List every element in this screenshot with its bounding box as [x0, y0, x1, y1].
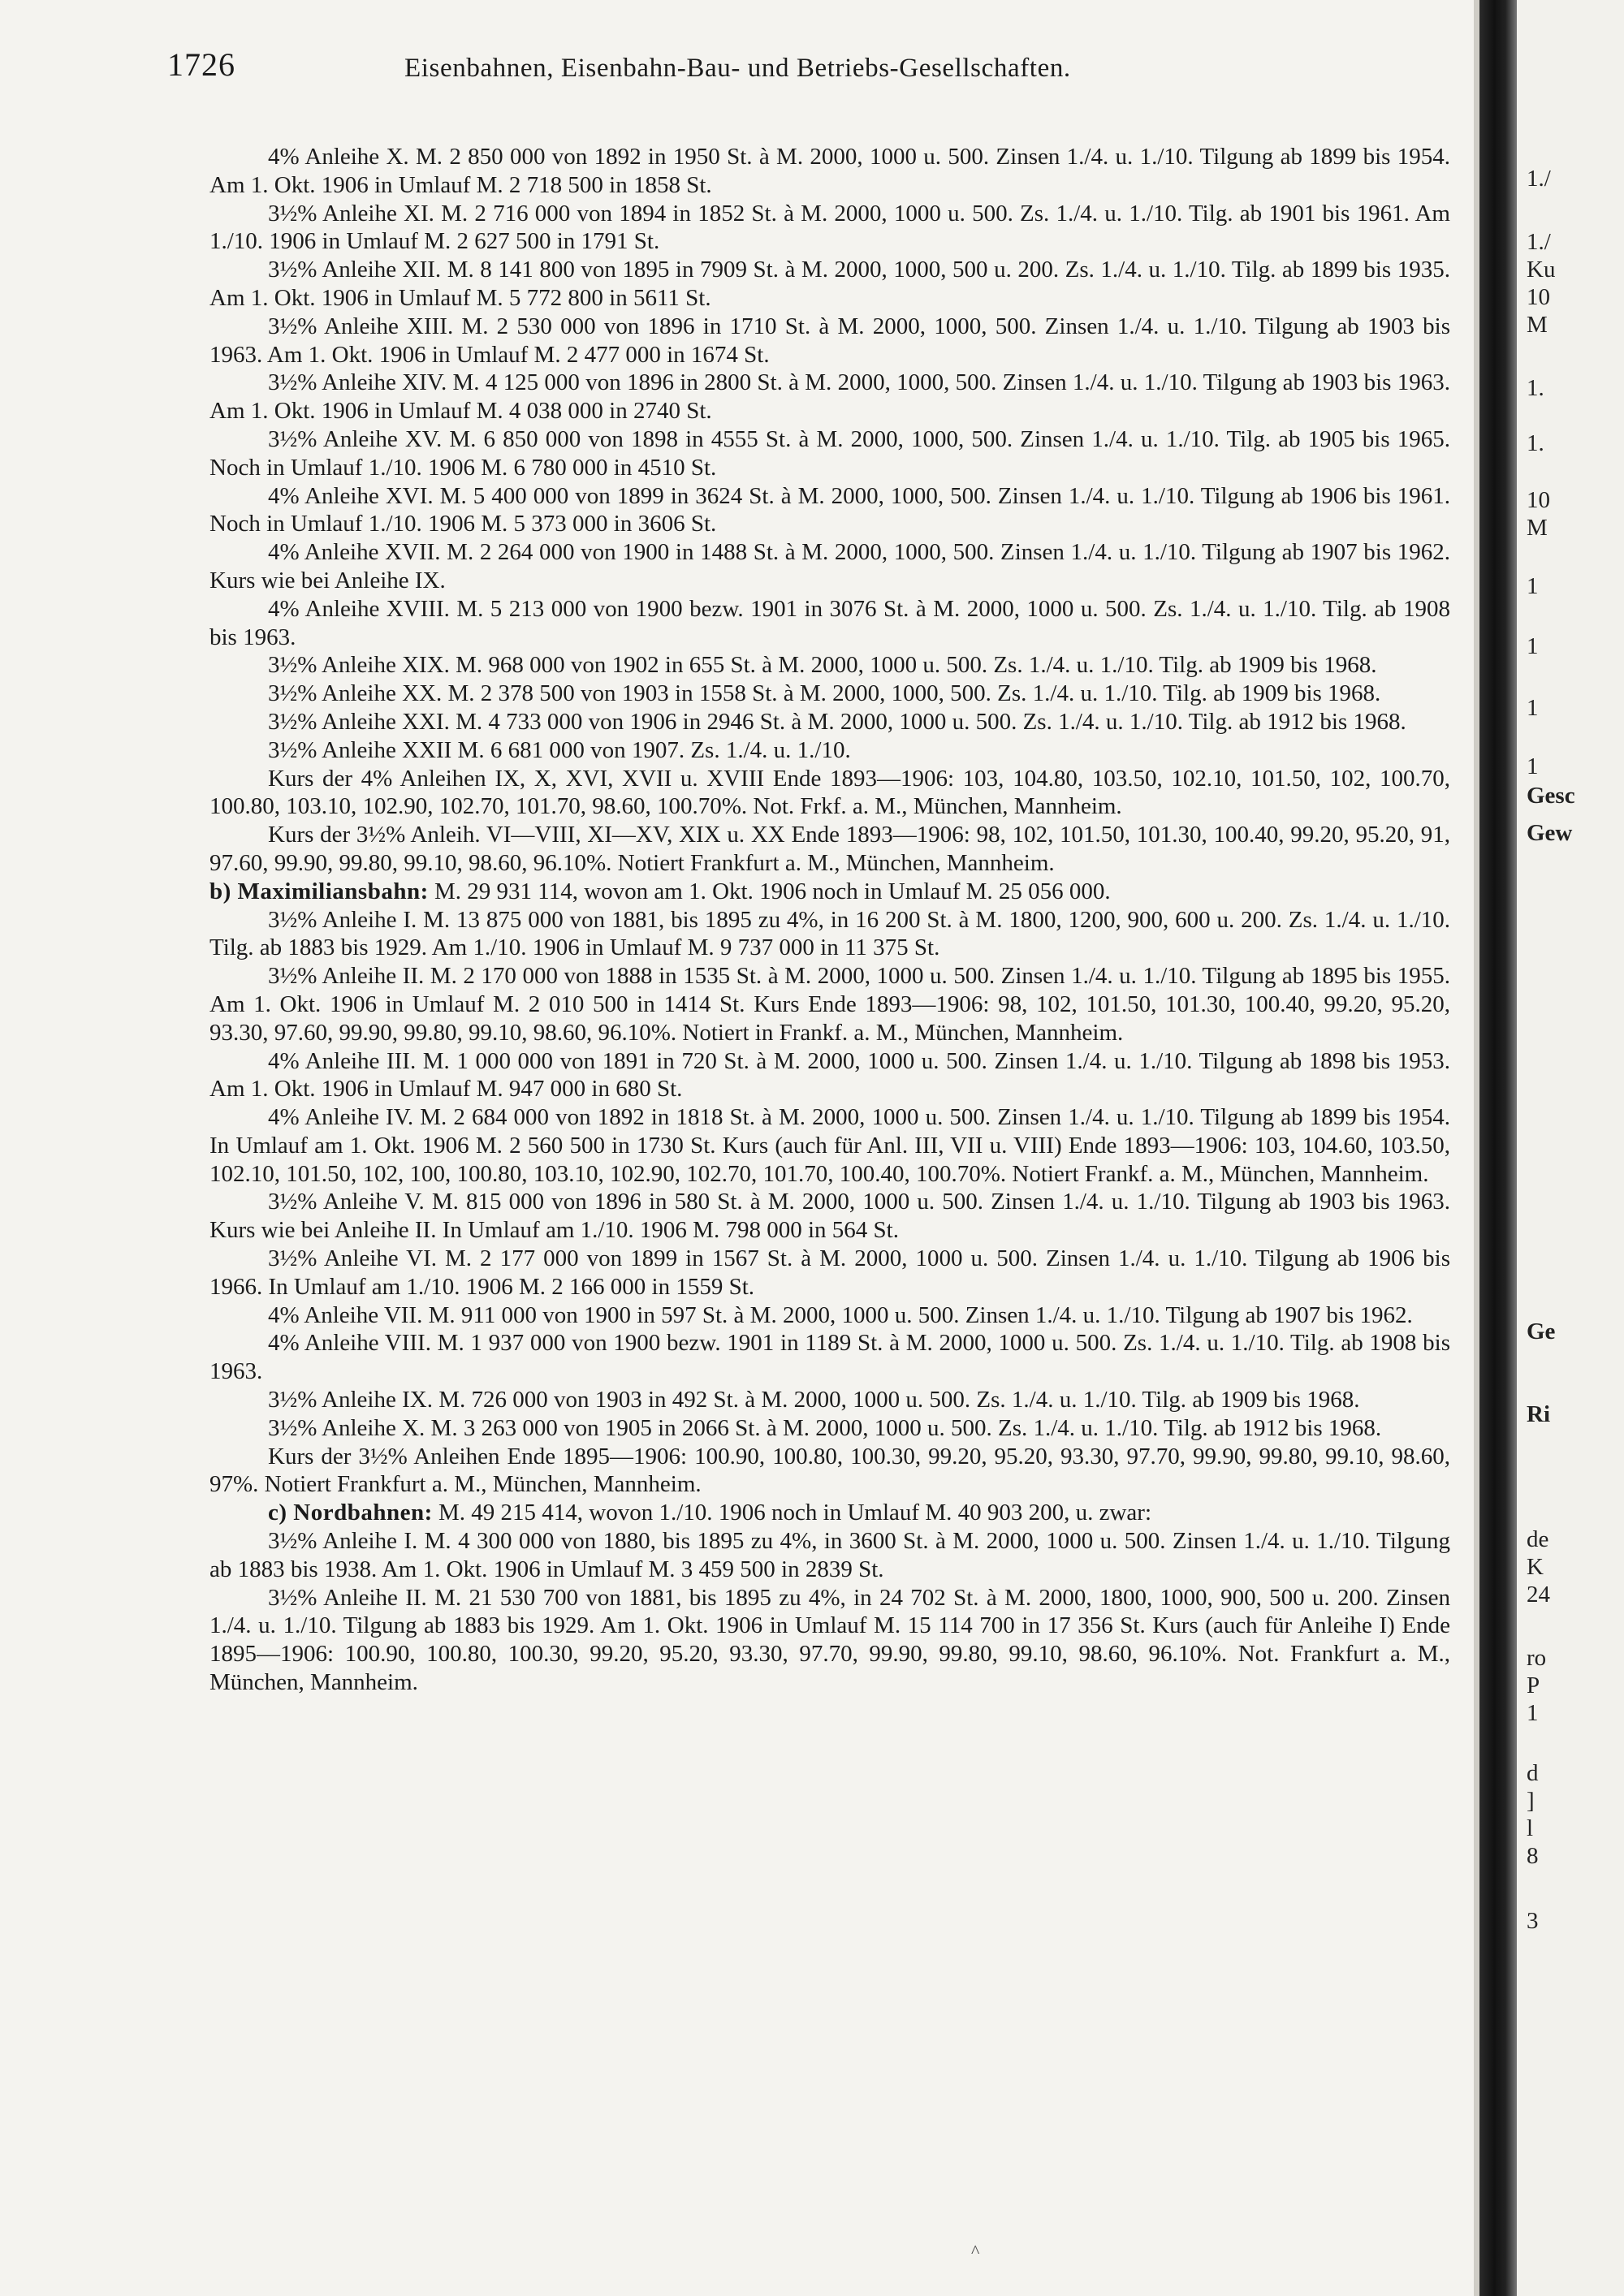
running-title: Eisenbahnen, Eisenbahn-Bau- und Betriebs-Gesellschaften.	[404, 54, 1071, 83]
adjacent-page-fragment: ]	[1527, 1788, 1535, 1814]
paragraph-text: 4% Anleihe VII. M. 911 000 von 1900 in 597 St. à M. 2000, 1000 u. 500. Zinsen 1./4. u. 1./10. Tilgung ab 1907 bis 1962.	[268, 1301, 1413, 1328]
body-paragraph	[209, 200, 1450, 257]
body-paragraph	[209, 1386, 1450, 1414]
adjacent-page-fragment: 1	[1527, 573, 1539, 599]
section-paragraph	[209, 1499, 1450, 1527]
paragraph-text: 3½% Anleihe V. M. 815 000 von 1896 in 580 St. à M. 2000, 1000 u. 500. Zinsen 1./4. u. 1./10. Tilgung ab 1903 bis 1963. Kurs wie bei Anleihe II. In Umlauf am 1./10. 1906 M. 798 000 in 564 St.	[209, 1189, 1450, 1244]
adjacent-page-fragment: 1.	[1527, 375, 1544, 401]
book-spine	[1479, 0, 1517, 2296]
body-paragraph	[209, 651, 1450, 680]
adjacent-page-fragment: 1.	[1527, 430, 1544, 456]
body-paragraph	[209, 595, 1450, 652]
adjacent-page-fragment: 1	[1527, 753, 1539, 779]
paragraph-text: 3½% Anleihe I. M. 4 300 000 von 1880, bis 1895 zu 4%, in 3600 St. à M. 2000, 1000 u. 500. Zinsen 1./4. u. 1./10. Tilgung ab 1883 bis 1938. Am 1. Okt. 1906 in Umlauf M. 3 459 500 in 2839 St.	[209, 1528, 1450, 1582]
paragraph-text: 3½% Anleihe XI. M. 2 716 000 von 1894 in 1852 St. à M. 2000, 1000 u. 500. Zs. 1./4. u. 1./10. Tilg. ab 1901 bis 1961. Am 1./10. 1906 in Umlauf M. 2 627 500 in 1791 St.	[209, 200, 1450, 255]
adjacent-page-fragment: ro	[1527, 1645, 1547, 1671]
paragraph-text: 4% Anleihe XVI. M. 5 400 000 von 1899 in 3624 St. à M. 2000, 1000, 500. Zinsen 1./4. u. 1./10. Tilgung ab 1906 bis 1961. Noch in Umlauf 1./10. 1906 M. 5 373 000 in 3606 St.	[209, 482, 1450, 537]
body-paragraph	[209, 906, 1450, 963]
adjacent-page-fragment: 8	[1527, 1843, 1539, 1869]
adjacent-page-fragment: 1	[1527, 1700, 1539, 1726]
paragraph-text: 3½% Anleihe VI. M. 2 177 000 von 1899 in 1567 St. à M. 2000, 1000 u. 500. Zinsen 1./4. u. 1./10. Tilgung ab 1906 bis 1966. In Umlauf am 1./10. 1906 M. 2 166 000 in 1559 St.	[209, 1245, 1450, 1300]
body-paragraph	[209, 680, 1450, 708]
adjacent-page-fragment: M	[1527, 312, 1548, 338]
paragraph-text: M. 29 931 114, wovon am 1. Okt. 1906 noch in Umlauf M. 25 056 000.	[428, 878, 1111, 904]
body-paragraph	[209, 1103, 1450, 1188]
body-paragraph	[209, 1047, 1450, 1104]
page-number: 1726	[167, 46, 235, 83]
body-paragraph	[209, 1301, 1450, 1330]
paragraph-text: Kurs der 3½% Anleihen Ende 1895—1906: 100.90, 100.80, 100.30, 99.20, 95.20, 93.30, 97.70, 99.90, 99.80, 99.10, 98.60, 97%. Notiert Frankfurt a. M., München, Mannheim.	[209, 1443, 1450, 1498]
body-paragraph	[209, 1329, 1450, 1386]
adjacent-page-fragment: 1	[1527, 633, 1539, 659]
section-heading: c) Nordbahnen:	[268, 1500, 433, 1526]
adjacent-page-slice	[1517, 0, 1624, 2296]
stray-print-mark: ^	[971, 2241, 980, 2261]
paragraph-text: 3½% Anleihe XIII. M. 2 530 000 von 1896 in 1710 St. à M. 2000, 1000, 500. Zinsen 1./4. u. 1./10. Tilgung ab 1903 bis 1963. Am 1. Okt. 1906 in Umlauf M. 2 477 000 in 1674 St.	[209, 313, 1450, 368]
section-paragraph	[209, 878, 1450, 906]
body-paragraph	[209, 143, 1450, 200]
adjacent-page-fragment: Ku	[1527, 257, 1556, 283]
paragraph-text: Kurs der 3½% Anleih. VI—VIII, XI—XV, XIX u. XX Ende 1893—1906: 98, 102, 101.50, 101.30, 100.40, 99.20, 95.20, 91, 97.60, 99.90, 99.80, 99.10, 98.60, 96.10%. Notiert Frankfurt a. M., München, Mannheim.	[209, 822, 1450, 876]
body-paragraph	[209, 821, 1450, 878]
paragraph-text: 3½% Anleihe XV. M. 6 850 000 von 1898 in 4555 St. à M. 2000, 1000, 500. Zinsen 1./4. u. 1./10. Tilg. ab 1905 bis 1965. Noch in Umlauf 1./10. 1906 M. 6 780 000 in 4510 St.	[209, 425, 1450, 481]
body-paragraph	[209, 708, 1450, 736]
paragraph-text: 3½% Anleihe I. M. 13 875 000 von 1881, bis 1895 zu 4%, in 16 200 St. à M. 1800, 1200, 900, 600 u. 200. Zs. 1./4. u. 1./10. Tilg. ab 1883 bis 1929. Am 1./10. 1906 in Umlauf M. 9 737 000 in 11 375 St.	[209, 906, 1450, 961]
body-paragraph	[209, 1414, 1450, 1443]
paragraph-text: 3½% Anleihe XIV. M. 4 125 000 von 1896 in 2800 St. à M. 2000, 1000, 500. Zinsen 1./4. u. 1./10. Tilgung ab 1903 bis 1963. Am 1. Okt. 1906 in Umlauf M. 4 038 000 in 2740 St.	[209, 369, 1450, 425]
adjacent-page-fragment: 1./	[1527, 166, 1551, 192]
paragraph-text: 3½% Anleihe II. M. 21 530 700 von 1881, bis 1895 zu 4%, in 24 702 St. à M. 2000, 1800, 1000, 900, 500 u. 200. Zinsen 1./4. u. 1./10. Tilgung ab 1883 bis 1929. Am 1. Okt. 1906 in Umlauf M. 15 114 700 in 17 356 St. Kurs (auch für Anleihe I) Ende 1895—1906: 100.90, 100.80, 100.30, 99.20, 95.20, 93.30, 97.70, 99.90, 99.80, 99.10, 98.60, 96.10%. Not. Frankfurt a. M., München, Mannheim.	[209, 1584, 1450, 1696]
adjacent-page-fragment: Gesc	[1527, 783, 1575, 809]
adjacent-page-fragment: K	[1527, 1554, 1544, 1580]
body-paragraph	[209, 482, 1450, 539]
section-heading: b) Maximiliansbahn:	[209, 878, 429, 904]
body-paragraph	[209, 736, 1450, 765]
body-text	[209, 143, 1450, 1697]
body-paragraph	[209, 1443, 1450, 1500]
adjacent-page-fragment: M	[1527, 515, 1548, 541]
paragraph-text: 3½% Anleihe XXII M. 6 681 000 von 1907. Zs. 1./4. u. 1./10.	[268, 736, 851, 763]
adjacent-page-fragment: Ri	[1527, 1401, 1550, 1427]
paragraph-text: 3½% Anleihe XXI. M. 4 733 000 von 1906 in 2946 St. à M. 2000, 1000 u. 500. Zs. 1./4. u. 1./10. Tilg. ab 1912 bis 1968.	[268, 708, 1406, 735]
paragraph-text: 4% Anleihe X. M. 2 850 000 von 1892 in 1950 St. à M. 2000, 1000 u. 500. Zinsen 1./4. u. 1./10. Tilgung ab 1899 bis 1954. Am 1. Okt. 1906 in Umlauf M. 2 718 500 in 1858 St.	[209, 144, 1450, 198]
adjacent-page-fragment: 1	[1527, 695, 1539, 721]
running-head	[167, 45, 1450, 94]
body-paragraph	[209, 1188, 1450, 1245]
paragraph-text: 4% Anleihe IV. M. 2 684 000 von 1892 in 1818 St. à M. 2000, 1000 u. 500. Zinsen 1./4. u. 1./10. Tilgung ab 1899 bis 1954. In Umlauf am 1. Okt. 1906 M. 2 560 500 in 1730 St. Kurs (auch für Anl. III, VII u. VIII) Ende 1893—1906: 103, 104.60, 103.50, 102.10, 101.50, 102, 100, 100.80, 103.10, 102.90, 102.70, 101.70, 100.40, 100.70%. Notiert Frankf. a. M., München, Mannheim.	[209, 1104, 1450, 1187]
body-paragraph	[209, 765, 1450, 822]
paragraph-text: 3½% Anleihe XII. M. 8 141 800 von 1895 in 7909 St. à M. 2000, 1000, 500 u. 200. Zs. 1./4. u. 1./10. Tilg. ab 1899 bis 1935. Am 1. Okt. 1906 in Umlauf M. 5 772 800 in 5611 St.	[209, 257, 1450, 311]
body-paragraph	[209, 1245, 1450, 1301]
adjacent-page-fragment: Gew	[1527, 820, 1573, 846]
paragraph-text: 3½% Anleihe II. M. 2 170 000 von 1888 in 1535 St. à M. 2000, 1000 u. 500. Zinsen 1./4. u. 1./10. Tilgung ab 1895 bis 1955. Am 1. Okt. 1906 in Umlauf M. 2 010 500 in 1414 St. Kurs Ende 1893—1906: 98, 102, 101.50, 101.30, 100.40, 99.20, 95.20, 93.30, 97.60, 99.90, 99.80, 99.10, 98.60, 96.10%. Notiert in Frankf. a. M., München, Mannheim.	[209, 963, 1450, 1046]
paragraph-text: 4% Anleihe III. M. 1 000 000 von 1891 in 720 St. à M. 2000, 1000 u. 500. Zinsen 1./4. u. 1./10. Tilgung ab 1898 bis 1953. Am 1. Okt. 1906 in Umlauf M. 947 000 in 680 St.	[209, 1047, 1450, 1103]
adjacent-page-fragment: 10	[1527, 487, 1550, 513]
body-paragraph	[209, 538, 1450, 595]
paragraph-text: 4% Anleihe XVII. M. 2 264 000 von 1900 in 1488 St. à M. 2000, 1000, 500. Zinsen 1./4. u. 1./10. Tilgung ab 1907 bis 1962. Kurs wie bei Anleihe IX.	[209, 539, 1450, 593]
page-gutter-edge	[1474, 0, 1479, 2296]
paragraph-text: 3½% Anleihe X. M. 3 263 000 von 1905 in 2066 St. à M. 2000, 1000 u. 500. Zs. 1./4. u. 1./10. Tilg. ab 1912 bis 1968.	[268, 1414, 1382, 1441]
paragraph-text: 3½% Anleihe XIX. M. 968 000 von 1902 in 655 St. à M. 2000, 1000 u. 500. Zs. 1./4. u. 1./10. Tilg. ab 1909 bis 1968.	[268, 652, 1377, 679]
adjacent-page-fragment: l	[1527, 1815, 1534, 1841]
adjacent-page-fragment: de	[1527, 1526, 1549, 1552]
paragraph-text: 4% Anleihe VIII. M. 1 937 000 von 1900 bezw. 1901 in 1189 St. à M. 2000, 1000 u. 500. Zs. 1./4. u. 1./10. Tilg. ab 1908 bis 1963.	[209, 1330, 1450, 1385]
adjacent-page-fragment: 1./	[1527, 229, 1551, 255]
body-paragraph	[209, 1527, 1450, 1584]
adjacent-page-fragment: d	[1527, 1760, 1539, 1786]
paragraph-text: 4% Anleihe XVIII. M. 5 213 000 von 1900 bezw. 1901 in 3076 St. à M. 2000, 1000 u. 500. Zs. 1./4. u. 1./10. Tilg. ab 1908 bis 1963.	[209, 595, 1450, 650]
body-paragraph	[209, 962, 1450, 1047]
paragraph-text: Kurs der 4% Anleihen IX, X, XVI, XVII u. XVIII Ende 1893—1906: 103, 104.80, 103.50, 102.10, 101.50, 102, 100.70, 100.80, 103.10, 102.90, 102.70, 101.70, 98.60, 100.70%. Not. Frkf. a. M., München, Mannheim.	[209, 765, 1450, 820]
body-paragraph	[209, 425, 1450, 482]
body-paragraph	[209, 369, 1450, 425]
body-paragraph	[209, 313, 1450, 369]
adjacent-page-fragment: 24	[1527, 1582, 1550, 1608]
adjacent-page-fragment: 10	[1527, 284, 1550, 310]
adjacent-page-fragment: 3	[1527, 1908, 1539, 1934]
adjacent-page-fragment: P	[1527, 1672, 1540, 1698]
adjacent-page-fragment: Ge	[1527, 1318, 1556, 1344]
body-paragraph	[209, 256, 1450, 313]
paragraph-text: M. 49 215 414, wovon 1./10. 1906 noch in Umlauf M. 40 903 200, u. zwar:	[432, 1500, 1152, 1526]
printed-page	[167, 45, 1450, 2270]
paragraph-text: 3½% Anleihe IX. M. 726 000 von 1903 in 492 St. à M. 2000, 1000 u. 500. Zs. 1./4. u. 1./10. Tilg. ab 1909 bis 1968.	[268, 1387, 1360, 1413]
body-paragraph	[209, 1584, 1450, 1697]
paragraph-text: 3½% Anleihe XX. M. 2 378 500 von 1903 in 1558 St. à M. 2000, 1000, 500. Zs. 1./4. u. 1./10. Tilg. ab 1909 bis 1968.	[268, 680, 1381, 707]
